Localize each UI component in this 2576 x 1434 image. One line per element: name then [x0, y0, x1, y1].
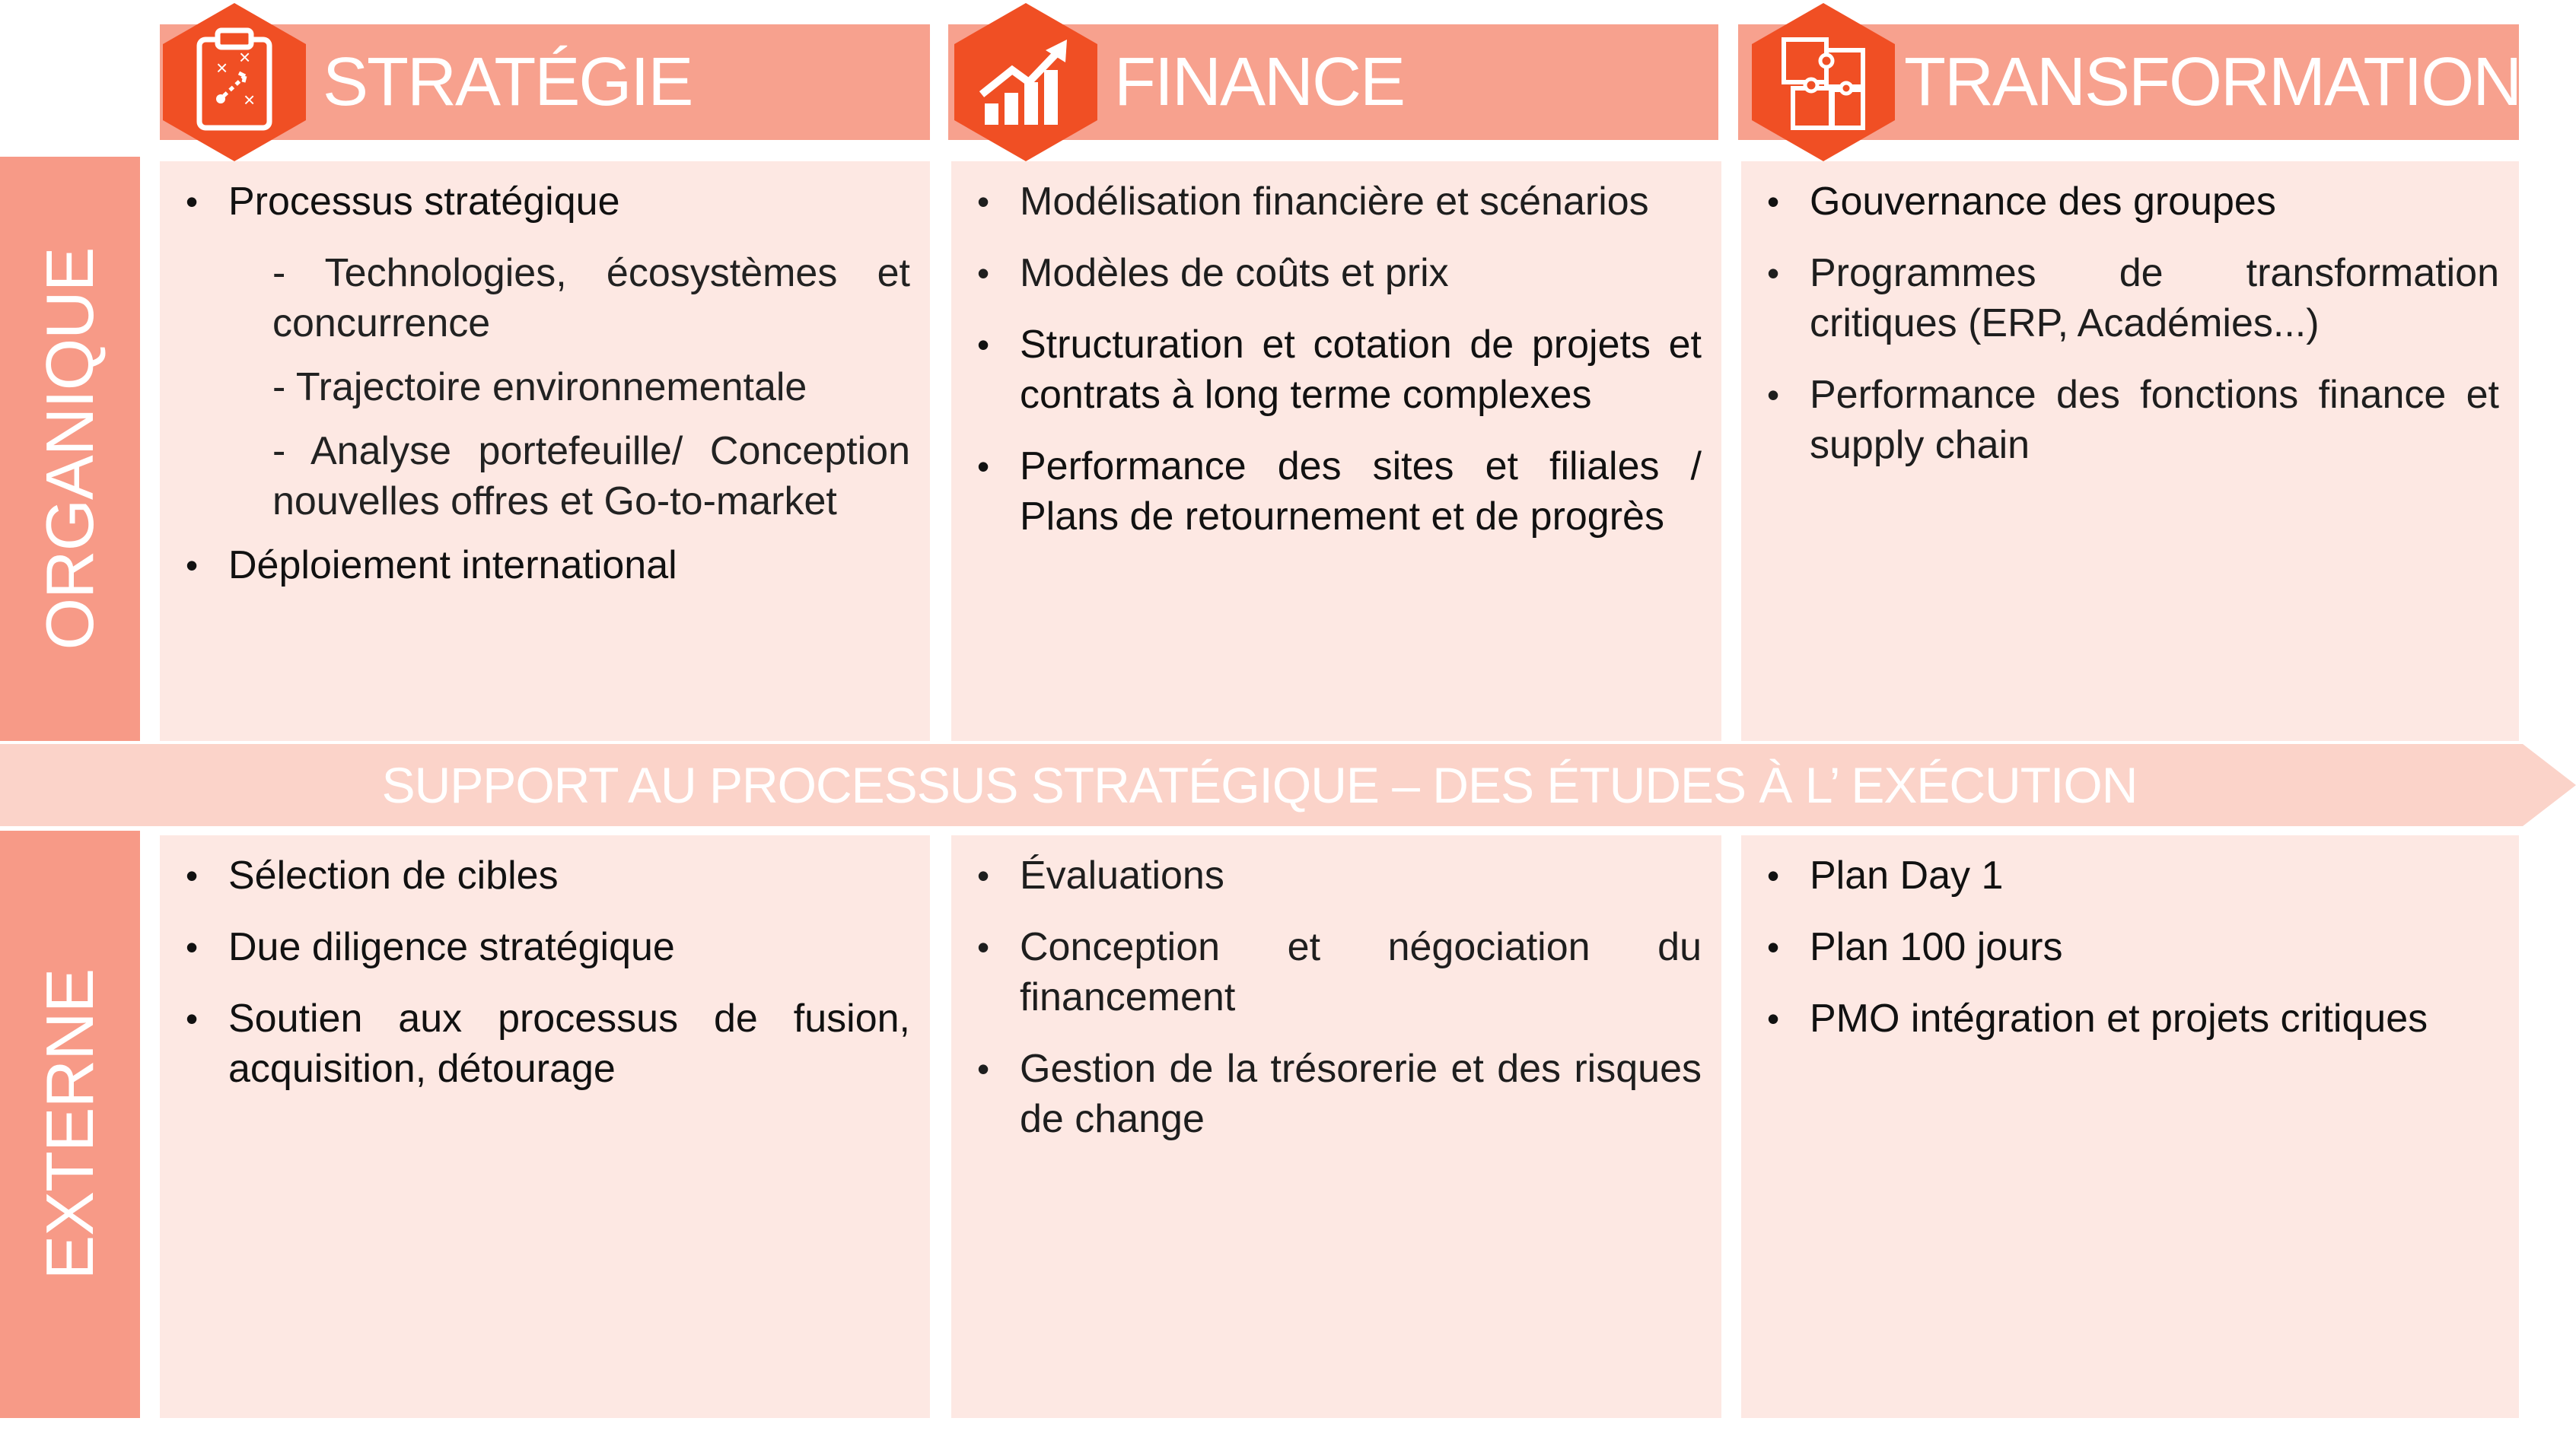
cell-organique-finance — [951, 161, 1721, 741]
list-item: • Due diligence stratégique — [180, 922, 910, 972]
list-item: • Programmes de transformation critiques (ERP, Académies...) — [1761, 248, 2499, 348]
list-item: • Modèles de coûts et prix — [971, 248, 1702, 298]
list-item: • Conception et négociation du financement — [971, 922, 1702, 1022]
cell-externe-transformation — [1741, 835, 2519, 1418]
list-item: • Plan Day 1 — [1761, 851, 2499, 901]
puzzle-icon — [1749, 0, 1898, 164]
svg-text:×: × — [216, 56, 228, 79]
list-item: • Structuration et cotation de projets et contrats à long terme complexes — [971, 320, 1702, 420]
row-label-organique-text: ORGANIQUE — [32, 247, 107, 650]
list-item: • Processus stratégique — [180, 176, 910, 227]
column-title-strategie: STRATÉGIE — [323, 44, 693, 120]
list-item: • Performance des sites et filiales / Plans de retournement et de progrès — [971, 441, 1702, 542]
list-item: - Analyse portefeuille/ Conception nouvelles offres et Go-to-market — [272, 429, 910, 523]
clipboard-strategy-icon — [160, 0, 309, 164]
support-band-text: SUPPORT AU PROCESSUS STRATÉGIQUE – DES ÉTUDES À L’ EXÉCUTION — [381, 757, 2138, 813]
cell-organique-transformation — [1741, 161, 2519, 741]
row-label-organique — [0, 157, 140, 741]
list-item: • Déploiement international — [180, 540, 910, 590]
list-item: • Évaluations — [971, 851, 1702, 901]
list-item: • Sélection de cibles — [180, 851, 910, 901]
list-item: • Performance des fonctions finance et supply chain — [1761, 370, 2499, 470]
svg-text:×: × — [239, 46, 251, 68]
column-title-finance: FINANCE — [1114, 44, 1405, 120]
growth-chart-icon — [951, 0, 1100, 164]
list-item: • Plan 100 jours — [1761, 922, 2499, 972]
row-label-externe-text: EXTERNE — [32, 968, 107, 1280]
list-item: - Trajectoire environnementale — [272, 365, 807, 409]
svg-text:×: × — [244, 88, 256, 111]
cell-externe-finance — [951, 835, 1721, 1418]
list-item: • Modélisation financière et scénarios — [971, 176, 1702, 227]
list-item: • Gestion de la trésorerie et des risques de change — [971, 1044, 1702, 1144]
cell-externe-strategie — [160, 835, 930, 1418]
cell-organique-strategie — [160, 161, 930, 741]
column-title-transformation: TRANSFORMATION — [1904, 44, 2521, 120]
list-item: - Technologies, écosystèmes et concurrence — [272, 251, 910, 345]
list-item: • Soutien aux processus de fusion, acquisition, détourage — [180, 994, 910, 1094]
row-label-externe — [0, 831, 140, 1418]
list-item: • PMO intégration et projets critiques — [1761, 994, 2499, 1044]
list-item: • Gouvernance des groupes — [1761, 176, 2499, 227]
